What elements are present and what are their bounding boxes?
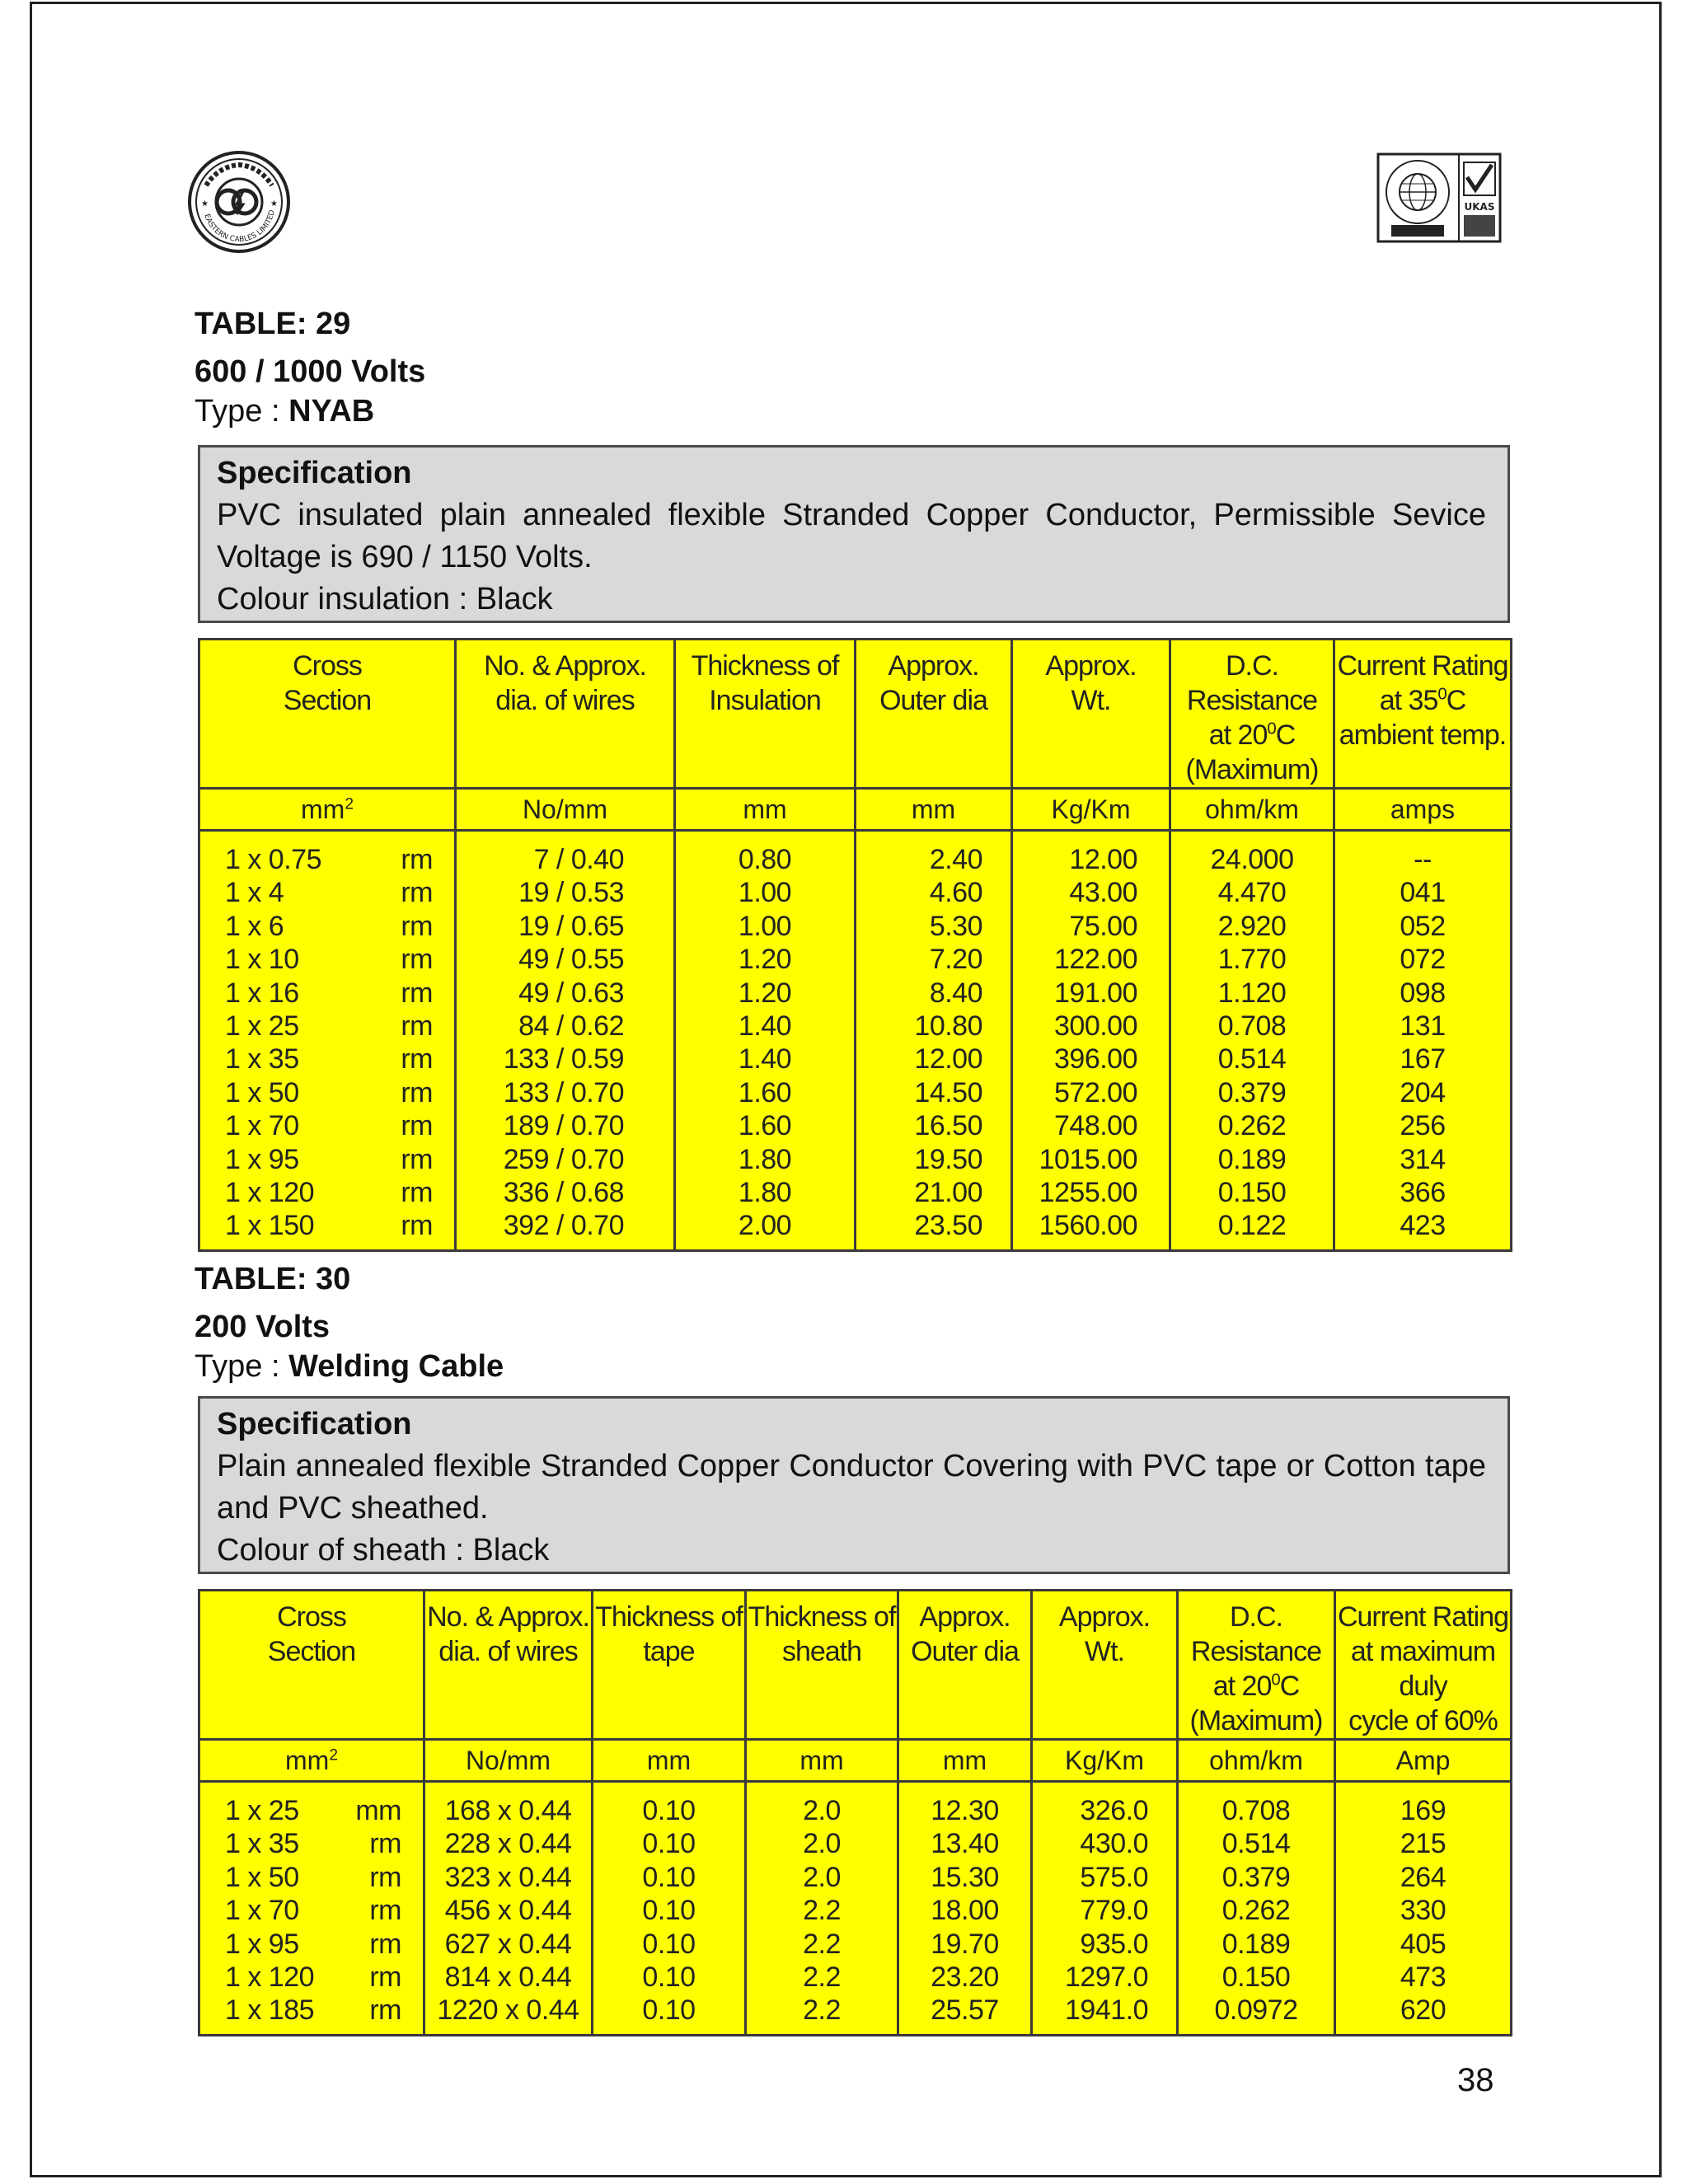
table-cell: 75.00 — [1069, 910, 1137, 942]
t30-unit-current: Amp — [1335, 1740, 1512, 1782]
cross-section-unit: rm — [401, 910, 433, 942]
table-cell: 12.00 — [914, 1043, 982, 1076]
cross-section-unit: rm — [369, 1828, 401, 1860]
table-cell: 2.40 — [929, 844, 982, 875]
table-cell: 748.00 — [1054, 1110, 1137, 1142]
cross-section-size: 1 x 50 — [225, 1861, 299, 1893]
t30-header-current: Current Rating at maximum duly cycle of 60% — [1335, 1591, 1512, 1740]
cross-section-cell — [200, 943, 454, 976]
table-cell: 0.10 — [642, 1861, 696, 1893]
table-cell: 2.2 — [803, 1961, 841, 1994]
table-cell: 326.0 — [1080, 1795, 1148, 1826]
table-cell: 169 — [1400, 1795, 1447, 1826]
table-cell: 4.60 — [929, 877, 982, 909]
table-cell: 0.10 — [642, 1895, 696, 1927]
cross-section-unit: rm — [369, 1895, 401, 1927]
table-cell: 2.2 — [803, 1928, 841, 1960]
table-cell: 1.20 — [738, 977, 792, 1009]
cross-section-cell — [200, 1827, 423, 1860]
t30-col-current — [1335, 1782, 1512, 2036]
table-cell: 0.262 — [1217, 1110, 1287, 1142]
table-cell: 1220 x 0.44 — [437, 1994, 579, 2027]
table-cell: 49 / 0.55 — [518, 944, 624, 976]
svg-text:★: ★ — [201, 199, 209, 209]
table30-type: Type : Welding Cable — [195, 1349, 504, 1384]
table30-header-row — [199, 1591, 1512, 1740]
table-cell: 2.0 — [803, 1795, 841, 1826]
cross-section-size: 1 x 25 — [225, 1010, 299, 1043]
table-cell: 0.150 — [1221, 1961, 1291, 1994]
cross-section-cell — [200, 910, 454, 943]
table-cell: 19.50 — [914, 1143, 982, 1175]
t29-header-cross-section: Cross Section — [199, 640, 456, 789]
table30-voltage: 200 Volts — [195, 1310, 331, 1344]
cross-section-size: 1 x 120 — [225, 1961, 315, 1994]
table30-type-value: Welding Cable — [288, 1349, 504, 1384]
table-cell: 627 x 0.44 — [444, 1928, 572, 1960]
t29-col-wires — [456, 831, 675, 1251]
t29-unit-outer-dia: mm — [856, 789, 1012, 831]
t30-col-wires — [424, 1782, 593, 2036]
cross-section-size: 1 x 120 — [225, 1177, 315, 1209]
table30-spec-colour: Colour of sheath : Black — [217, 1533, 550, 1568]
table-cell: 0.10 — [642, 1795, 696, 1826]
table-cell: 133 / 0.70 — [503, 1076, 624, 1108]
table-cell: 1.60 — [738, 1110, 792, 1142]
table-cell: 0.0972 — [1214, 1994, 1298, 2027]
table-cell: 456 x 0.44 — [444, 1895, 572, 1927]
t29-col-resistance — [1170, 831, 1334, 1251]
table-cell: 423 — [1400, 1210, 1446, 1242]
table-cell: 1.120 — [1217, 977, 1287, 1009]
table-cell: 314 — [1400, 1143, 1446, 1175]
table-cell: 133 / 0.59 — [503, 1043, 624, 1076]
table-cell: 0.10 — [642, 1828, 696, 1860]
t29-header-current: Current Rating at $35^0C$ ambient temp. — [1334, 640, 1512, 789]
cross-section-cell — [200, 1209, 454, 1242]
table30-body-row — [199, 1782, 1512, 2036]
cross-section-size: 1 x 4 — [225, 877, 284, 909]
t29-header-weight: Approx. Wt. — [1012, 640, 1170, 789]
table-cell: 072 — [1400, 944, 1446, 976]
table-cell: 0.708 — [1217, 1010, 1287, 1043]
table-cell: 191.00 — [1054, 977, 1137, 1009]
table-cell: 2.0 — [803, 1828, 841, 1860]
eastern-cables-logo — [185, 148, 293, 255]
table-cell: 4.470 — [1217, 877, 1287, 909]
table30-spec-text: Plain annealed flexible Stranded Copper Conductor Covering with PVC tape or Cotton tape and PVC sheathed. — [217, 1449, 1486, 1526]
table-cell: 1015.00 — [1039, 1143, 1137, 1175]
t30-col-weight — [1032, 1782, 1178, 2036]
table29-units-row — [199, 789, 1512, 831]
table-cell: 228 x 0.44 — [444, 1828, 572, 1860]
table-cell: 2.2 — [803, 1994, 841, 2027]
table-cell: 7.20 — [929, 944, 982, 976]
table-cell: 575.0 — [1080, 1861, 1148, 1893]
cross-section-cell — [200, 1994, 423, 2027]
t30-unit-resistance: ohm/km — [1178, 1740, 1335, 1782]
table-cell: 0.708 — [1221, 1795, 1291, 1826]
cross-section-size: 1 x 0.75 — [225, 844, 321, 875]
table-cell: 1941.0 — [1065, 1994, 1148, 2027]
table-cell: 2.920 — [1217, 910, 1287, 942]
t30-col-resistance — [1178, 1782, 1335, 2036]
cross-section-size: 1 x 35 — [225, 1828, 299, 1860]
table29-type-value: NYAB — [288, 394, 375, 429]
certification-logo — [1376, 152, 1502, 243]
table-cell: 1.40 — [738, 1010, 792, 1043]
t29-header-resistance: D.C. Resistance at $20^0C$ (Maximum) — [1170, 640, 1334, 789]
table-cell: 13.40 — [931, 1828, 999, 1860]
table-cell: -- — [1414, 844, 1432, 875]
table29-body-row — [199, 831, 1512, 1251]
table-cell: 15.30 — [931, 1861, 999, 1893]
table-cell: 84 / 0.62 — [518, 1010, 624, 1043]
t30-header-weight: Approx. Wt. — [1032, 1591, 1178, 1740]
cross-section-unit: rm — [401, 1110, 433, 1142]
table-cell: 0.379 — [1217, 1076, 1287, 1108]
cross-section-size: 1 x 6 — [225, 910, 284, 942]
cross-section-cell — [200, 1861, 423, 1894]
cross-section-size: 1 x 50 — [225, 1076, 299, 1108]
table-cell: 1.40 — [738, 1043, 792, 1076]
t29-unit-weight: Kg/Km — [1012, 789, 1170, 831]
t30-unit-outer-dia: mm — [898, 1740, 1032, 1782]
cross-section-unit: rm — [401, 844, 433, 875]
table-cell: 473 — [1400, 1961, 1447, 1994]
cross-section-unit: rm — [369, 1861, 401, 1893]
cross-section-size: 1 x 95 — [225, 1928, 299, 1960]
t30-col-outer-dia — [898, 1782, 1032, 2036]
table-cell: 264 — [1400, 1861, 1447, 1893]
t29-col-cross-section — [199, 831, 456, 1251]
table-cell: 5.30 — [929, 910, 982, 942]
table-cell: 041 — [1400, 877, 1446, 909]
table-cell: 167 — [1400, 1043, 1446, 1076]
table-cell: 1.80 — [738, 1177, 792, 1209]
table-cell: 204 — [1400, 1076, 1446, 1108]
t29-unit-wires: No/mm — [456, 789, 675, 831]
table-cell: 1.80 — [738, 1143, 792, 1175]
cross-section-size: 1 x 10 — [225, 944, 299, 976]
page-number: 38 — [1457, 2062, 1494, 2098]
t30-col-sheath — [746, 1782, 898, 2036]
table-cell: 122.00 — [1054, 944, 1137, 976]
table-cell: 0.262 — [1221, 1895, 1291, 1927]
table-cell: 10.80 — [914, 1010, 982, 1043]
table-cell: 19 / 0.53 — [518, 877, 624, 909]
table-cell: 0.514 — [1217, 1043, 1287, 1076]
cross-section-cell — [200, 1794, 423, 1827]
cross-section-cell — [200, 843, 454, 876]
cross-section-unit: rm — [369, 1994, 401, 2027]
cross-section-unit: rm — [369, 1961, 401, 1994]
table-cell: 1.00 — [738, 877, 792, 909]
cross-section-cell — [200, 1961, 423, 1994]
t29-col-weight — [1012, 831, 1170, 1251]
table29-header-row — [199, 640, 1512, 789]
table-cell: 189 / 0.70 — [503, 1110, 624, 1142]
cross-section-unit: rm — [401, 1043, 433, 1076]
table-cell: 323 x 0.44 — [444, 1861, 572, 1893]
cross-section-unit: rm — [401, 977, 433, 1009]
table-cell: 215 — [1400, 1828, 1447, 1860]
t29-header-outer-dia: Approx. Outer dia — [856, 640, 1012, 789]
t29-col-insulation — [675, 831, 856, 1251]
cross-section-cell — [200, 1894, 423, 1927]
t30-header-cross-section: Cross Section — [199, 1591, 424, 1740]
cross-section-cell — [200, 1109, 454, 1142]
t30-unit-wires: No/mm — [424, 1740, 593, 1782]
t29-unit-current: amps — [1334, 789, 1512, 831]
cross-section-cell — [200, 1043, 454, 1076]
table-cell: 49 / 0.63 — [518, 977, 624, 1009]
table29-specification-box — [198, 445, 1510, 623]
table-cell: 405 — [1400, 1928, 1447, 1960]
svg-text:EASTERN CABLES LIMITED: EASTERN CABLES LIMITED — [202, 209, 277, 245]
table-cell: 1.00 — [738, 910, 792, 942]
cross-section-cell — [200, 1176, 454, 1209]
table-cell: 0.10 — [642, 1928, 696, 1960]
cross-section-size: 1 x 16 — [225, 977, 299, 1009]
t30-header-outer-dia: Approx. Outer dia — [898, 1591, 1032, 1740]
t29-unit-resistance: ohm/km — [1170, 789, 1334, 831]
table-cell: 0.189 — [1221, 1928, 1291, 1960]
table29-spec-colour: Colour insulation : Black — [217, 582, 553, 616]
table-cell: 19.70 — [931, 1928, 999, 1960]
t29-col-outer-dia — [856, 831, 1012, 1251]
table29-data-table — [198, 638, 1512, 1252]
table-cell: 430.0 — [1080, 1828, 1148, 1860]
table-cell: 052 — [1400, 910, 1446, 942]
table-cell: 168 x 0.44 — [444, 1795, 572, 1826]
cross-section-cell — [200, 1076, 454, 1109]
table-cell: 1.60 — [738, 1076, 792, 1108]
t30-col-tape — [593, 1782, 746, 2036]
cross-section-cell — [200, 1010, 454, 1043]
table-cell: 1297.0 — [1065, 1961, 1148, 1994]
table-cell: 0.150 — [1217, 1177, 1287, 1209]
cross-section-size: 1 x 95 — [225, 1143, 299, 1175]
cross-section-cell — [200, 977, 454, 1010]
table-cell: 1.20 — [738, 944, 792, 976]
table-cell: 0.80 — [738, 844, 792, 875]
table-cell: 0.10 — [642, 1994, 696, 2027]
t30-unit-sheath: mm — [746, 1740, 898, 1782]
cross-section-size: 1 x 35 — [225, 1043, 299, 1076]
t30-header-resistance: D.C. Resistance at $20^0C$ (Maximum) — [1178, 1591, 1335, 1740]
cross-section-unit: rm — [401, 1010, 433, 1043]
table30-data-table — [198, 1589, 1512, 2036]
table-cell: 572.00 — [1054, 1076, 1137, 1108]
table-cell: 2.0 — [803, 1861, 841, 1893]
cross-section-unit: rm — [369, 1928, 401, 1960]
table-cell: 0.189 — [1217, 1143, 1287, 1175]
t29-header-wires: No. & Approx. dia. of wires — [456, 640, 675, 789]
table29-type: Type : NYAB — [195, 394, 375, 429]
table-cell: 18.00 — [931, 1895, 999, 1927]
table-cell: 396.00 — [1054, 1043, 1137, 1076]
table29-spec-text: PVC insulated plain annealed flexible Stranded Copper Conductor, Permissible Sevice Voltage is 690 / 1150 Volts. — [217, 498, 1486, 574]
table29-spec-title: Specification — [217, 456, 412, 490]
table-cell: 2.2 — [803, 1895, 841, 1927]
cross-section-unit: mm — [355, 1795, 401, 1826]
t29-unit-insulation: mm — [675, 789, 856, 831]
cross-section-size: 1 x 70 — [225, 1110, 299, 1142]
table-cell: 131 — [1400, 1010, 1446, 1043]
t30-unit-tape: mm — [593, 1740, 746, 1782]
table30-specification-box — [198, 1396, 1510, 1574]
table-cell: 935.0 — [1080, 1928, 1148, 1960]
t30-header-wires: No. & Approx. dia. of wires — [424, 1591, 593, 1740]
table-cell: 779.0 — [1080, 1895, 1148, 1927]
cross-section-cell — [200, 1143, 454, 1176]
cross-section-cell — [200, 1928, 423, 1961]
table-cell: 814 x 0.44 — [444, 1961, 572, 1994]
t30-header-sheath: Thickness of sheath — [746, 1591, 898, 1740]
table-cell: 0.514 — [1221, 1828, 1291, 1860]
table-cell: 23.20 — [931, 1961, 999, 1994]
table29-voltage: 600 / 1000 Volts — [195, 354, 426, 389]
table-cell: 14.50 — [914, 1076, 982, 1108]
t30-header-tape: Thickness of tape — [593, 1591, 746, 1740]
cross-section-size: 1 x 185 — [225, 1994, 315, 2027]
cross-section-size: 1 x 25 — [225, 1795, 299, 1826]
cross-section-unit: rm — [401, 944, 433, 976]
table-cell: 620 — [1400, 1994, 1447, 2027]
table-cell: 8.40 — [929, 977, 982, 1009]
t30-unit-weight: Kg/Km — [1032, 1740, 1178, 1782]
svg-text:UKAS: UKAS — [1464, 201, 1495, 213]
cross-section-unit: rm — [401, 1143, 433, 1175]
table-cell: 19 / 0.65 — [518, 910, 624, 942]
table-cell: 336 / 0.68 — [503, 1177, 624, 1209]
table-cell: 12.00 — [1069, 844, 1137, 875]
table-cell: 256 — [1400, 1110, 1446, 1142]
cross-section-unit: rm — [401, 1177, 433, 1209]
table-cell: 1.770 — [1217, 944, 1287, 976]
t30-col-cross-section — [199, 1782, 424, 2036]
t30-unit-cross-section: $mm^2$ — [199, 1740, 424, 1782]
table-cell: 24.000 — [1210, 844, 1294, 875]
table-cell: 2.00 — [738, 1210, 792, 1242]
table-cell: 0.122 — [1217, 1210, 1287, 1242]
table29-label: TABLE: 29 — [195, 307, 351, 341]
table-cell: 23.50 — [914, 1210, 982, 1242]
cross-section-size: 1 x 150 — [225, 1210, 315, 1242]
table-cell: 259 / 0.70 — [503, 1143, 624, 1175]
table-cell: 25.57 — [931, 1994, 999, 2027]
table30-label: TABLE: 30 — [195, 1262, 351, 1296]
cross-section-size: 1 x 70 — [225, 1895, 299, 1927]
table-cell: 0.379 — [1221, 1861, 1291, 1893]
table-cell: 0.10 — [642, 1961, 696, 1994]
table-cell: 43.00 — [1069, 877, 1137, 909]
table-cell: 098 — [1400, 977, 1446, 1009]
table-cell: 1560.00 — [1039, 1210, 1137, 1242]
table-cell: 300.00 — [1054, 1010, 1137, 1043]
table-cell: 330 — [1400, 1895, 1447, 1927]
cross-section-unit: rm — [401, 1076, 433, 1108]
table30-units-row — [199, 1740, 1512, 1782]
table-cell: 366 — [1400, 1177, 1446, 1209]
table-cell: 392 / 0.70 — [503, 1210, 624, 1242]
cross-section-unit: rm — [401, 877, 433, 909]
svg-text:★: ★ — [270, 199, 278, 209]
table-cell: 21.00 — [914, 1177, 982, 1209]
t29-col-current — [1334, 831, 1512, 1251]
t29-header-insulation: Thickness of Insulation — [675, 640, 856, 789]
table-cell: 16.50 — [914, 1110, 982, 1142]
table30-spec-title: Specification — [217, 1407, 412, 1441]
table-cell: 12.30 — [931, 1795, 999, 1826]
t29-unit-cross-section: $mm^2$ — [199, 789, 456, 831]
cross-section-cell — [200, 876, 454, 909]
table-cell: 1255.00 — [1039, 1177, 1137, 1209]
table-cell: 7 / 0.40 — [533, 844, 624, 875]
cross-section-unit: rm — [401, 1210, 433, 1242]
